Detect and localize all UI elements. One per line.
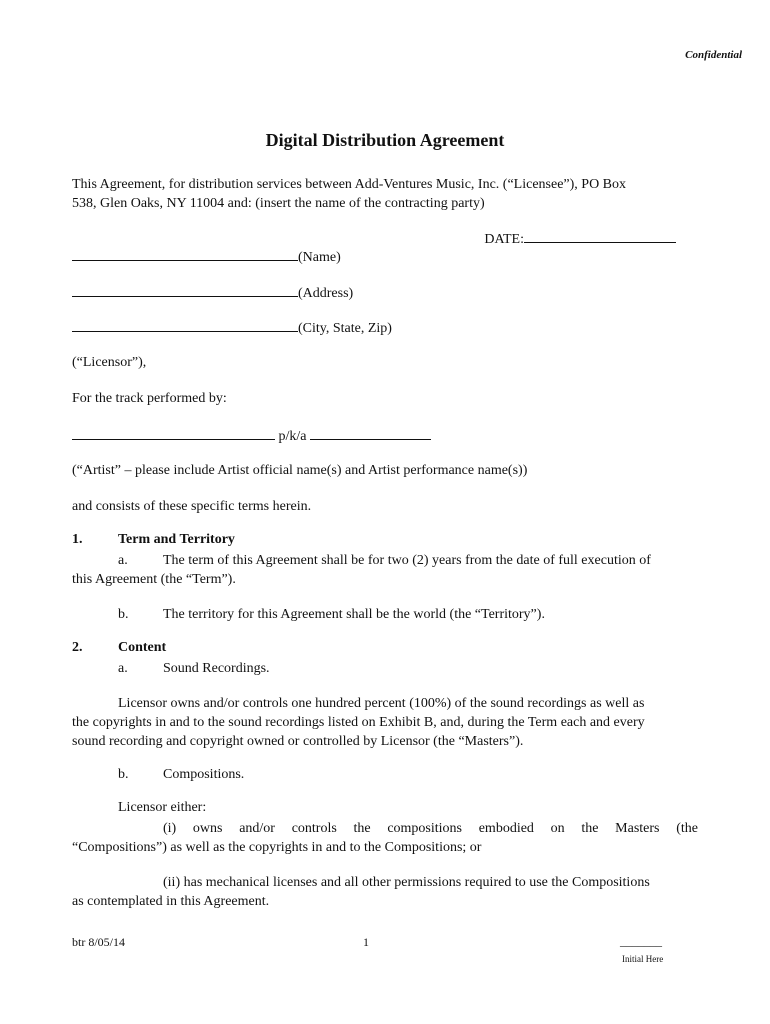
intro-line-2: 538, Glen Oaks, NY 11004 and: (insert the name of the contracting party) bbox=[72, 196, 485, 211]
city-field[interactable] bbox=[72, 317, 392, 338]
artist-pka-blank[interactable] bbox=[310, 425, 431, 440]
initial-here-label: Initial Here bbox=[622, 954, 664, 964]
section-2-number: 2. bbox=[72, 640, 83, 655]
section-2-heading: Content bbox=[118, 640, 167, 655]
page-number: 1 bbox=[363, 935, 369, 949]
masters-paragraph-line-2: the copyrights in and to the sound recordings listed on Exhibit B, and, during the Term each and every bbox=[72, 715, 645, 730]
licensor-definition: (“Licensor”), bbox=[72, 355, 147, 370]
option-i-line-1: (i) owns and/or controls the compositions embodied on the Masters (the bbox=[163, 821, 698, 836]
initial-line[interactable]: _______ bbox=[620, 934, 662, 948]
artist-fields bbox=[72, 425, 431, 446]
pka-label: p/k/a bbox=[278, 429, 307, 444]
city-label: (City, State, Zip) bbox=[298, 321, 392, 336]
option-ii-line-1: (ii) has mechanical licenses and all other permissions required to use the Compositions bbox=[163, 875, 650, 890]
section-1-heading: Term and Territory bbox=[118, 532, 235, 547]
document-title: Digital Distribution Agreement bbox=[265, 130, 505, 150]
section-2a-text: Sound Recordings. bbox=[163, 661, 270, 676]
section-1a-line-2: this Agreement (the “Term”). bbox=[72, 572, 236, 587]
date-field[interactable] bbox=[484, 228, 676, 249]
intro-line-1: This Agreement, for distribution services between Add-Ventures Music, Inc. (“Licensee”), PO Box bbox=[72, 177, 627, 192]
address-label: (Address) bbox=[298, 286, 354, 301]
artist-note: (“Artist” – please include Artist official name(s) and Artist performance name(s)) bbox=[72, 463, 528, 478]
address-blank[interactable] bbox=[72, 282, 298, 297]
name-field[interactable] bbox=[72, 246, 341, 267]
masters-paragraph-line-1: Licensor owns and/or controls one hundred percent (100%) of the sound recordings as well as bbox=[118, 696, 645, 711]
section-1a-line-1: The term of this Agreement shall be for two (2) years from the date of full execution of bbox=[163, 553, 651, 568]
date-label: DATE: bbox=[484, 232, 524, 247]
confidential-label: Confidential bbox=[685, 49, 742, 61]
footer-version: btr 8/05/14 bbox=[72, 935, 125, 949]
section-1-number: 1. bbox=[72, 532, 83, 547]
consists-line: and consists of these specific terms herein. bbox=[72, 499, 312, 514]
option-ii-line-2: as contemplated in this Agreement. bbox=[72, 894, 270, 909]
section-1a-letter: a. bbox=[118, 553, 128, 568]
section-1b-letter: b. bbox=[118, 607, 129, 622]
masters-paragraph-line-3: sound recording and copyright owned or controlled by Licensor (the “Masters”). bbox=[72, 734, 524, 749]
date-blank[interactable] bbox=[524, 228, 676, 243]
section-1b-text: The territory for this Agreement shall be the world (the “Territory”). bbox=[163, 607, 545, 622]
artist-name-blank[interactable] bbox=[72, 425, 275, 440]
name-label: (Name) bbox=[298, 250, 341, 265]
licensor-either: Licensor either: bbox=[118, 800, 207, 815]
section-2b-text: Compositions. bbox=[163, 767, 245, 782]
track-intro: For the track performed by: bbox=[72, 391, 227, 406]
option-i-line-2: “Compositions”) as well as the copyrights in and to the Compositions; or bbox=[72, 840, 482, 855]
section-2a-letter: a. bbox=[118, 661, 128, 676]
name-blank[interactable] bbox=[72, 246, 298, 261]
address-field[interactable] bbox=[72, 282, 353, 303]
section-2b-letter: b. bbox=[118, 767, 129, 782]
city-blank[interactable] bbox=[72, 317, 298, 332]
